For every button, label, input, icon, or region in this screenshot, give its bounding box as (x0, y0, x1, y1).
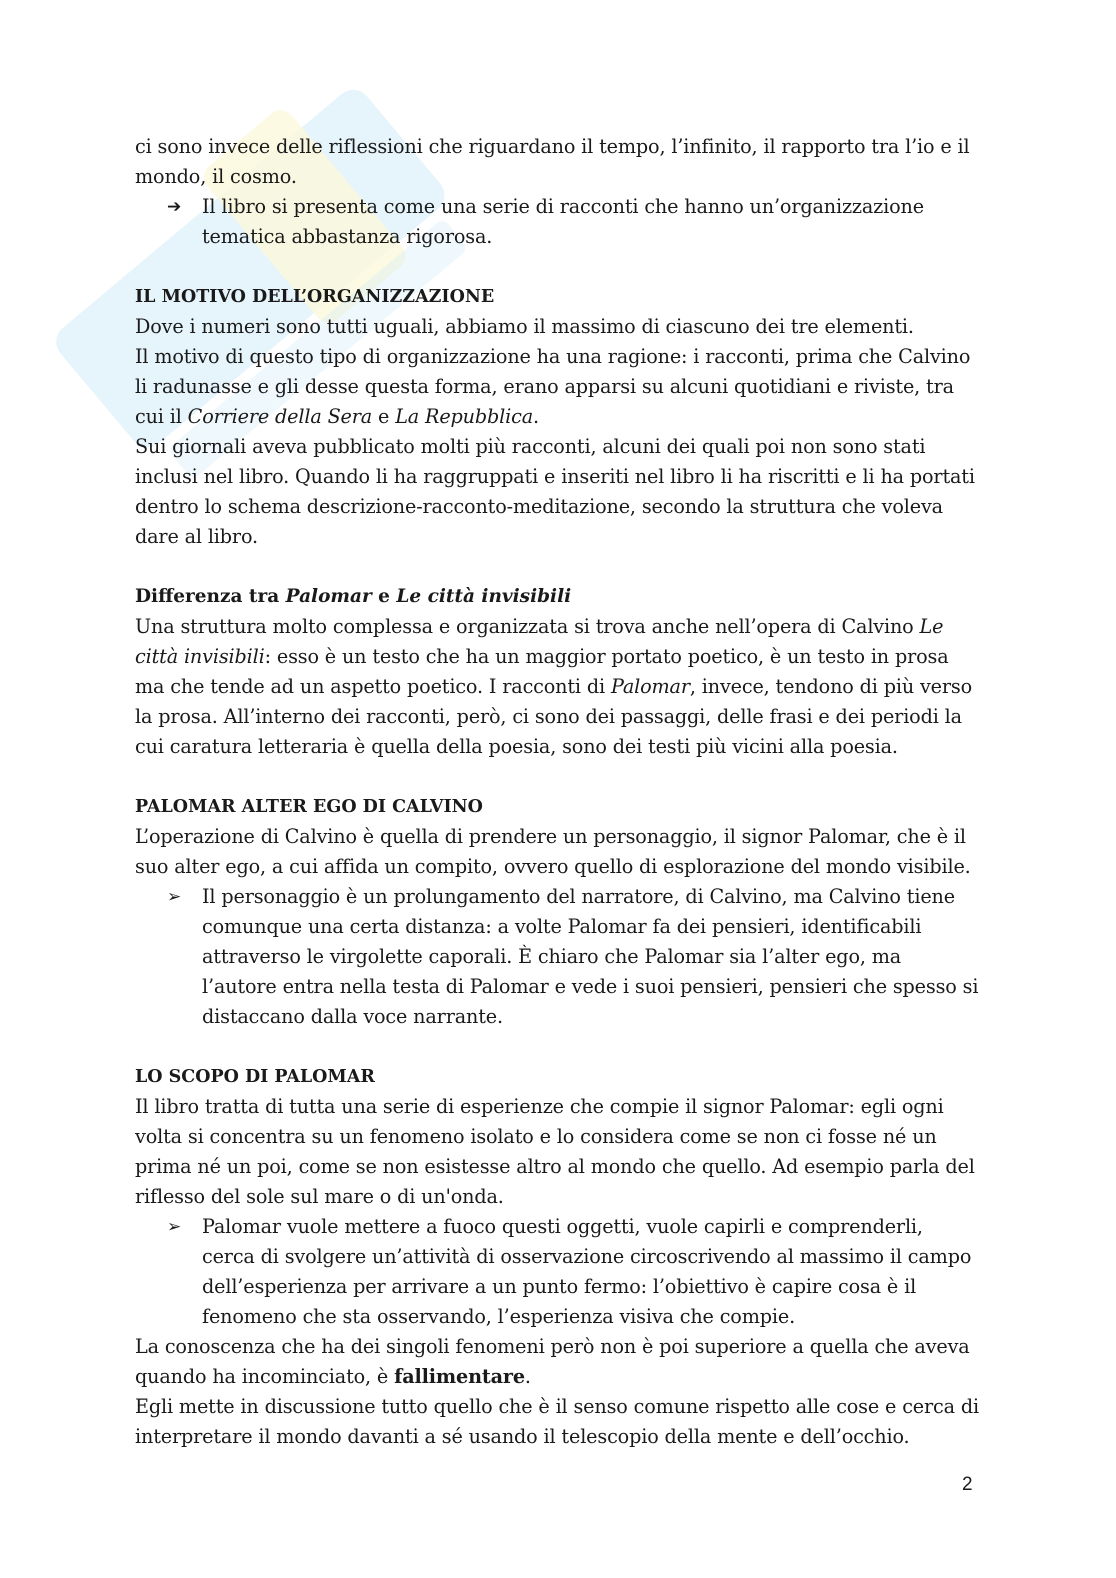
triangle-bullet-icon: ➢ (167, 887, 182, 907)
section-heading-differenza: Differenza tra Palomar e Le città invisibili (135, 586, 572, 607)
bullet-text: Il libro si presenta come una serie di racconti che hanno un’organizzazione tematica abbastanza rigorosa. (202, 195, 924, 248)
italic-title: Palomar (610, 675, 690, 698)
bullet-text: Palomar vuole mettere a fuoco questi oggetti, vuole capirli e comprenderli, cerca di svolgere un’attività di osservazione circoscrivendo al massimo il campo dell’esperienza per arrivare a un punto fermo: l’obiettivo è capire cosa è il fenomeno che sta osservando, l’esperienza visiva che compie. (202, 1215, 972, 1328)
page-number: 2 (962, 1474, 973, 1495)
paragraph-giornali: Sui giornali aveva pubblicato molti più racconti, alcuni dei quali poi non sono stati inclusi nel libro. Quando li ha raggruppati e inseriti nel libro li ha riscritti e li ha portati dentro lo schema descrizione-racconto-meditazione, secondo la struttura che voleva dare al libro. (135, 435, 975, 548)
arrow-bullet-icon: ➔ (167, 197, 182, 217)
bold-word: fallimentare (394, 1365, 525, 1388)
bullet-item-personaggio (135, 882, 980, 1032)
bullet-item-palomar (135, 1212, 980, 1332)
paragraph-numeri: Dove i numeri sono tutti uguali, abbiamo il massimo di ciascuno dei tre elementi. (135, 315, 914, 338)
paragraph-intro: ci sono invece delle riflessioni che riguardano il tempo, l’infinito, il rapporto tra l’io e il mondo, il cosmo. (135, 135, 970, 188)
section-heading-alter-ego: PALOMAR ALTER EGO DI CALVINO (135, 797, 483, 817)
paragraph-struttura: Una struttura molto complessa e organizzata si trova anche nell’opera di Calvino Le città invisibili: esso è un testo che ha un maggior portato poetico, è un testo in prosa ma che tende ad un aspetto poetico. I racconti di Palomar, invece, tendono di più verso la prosa. All’interno dei racconti, però, ci sono dei passaggi, delle frasi e dei periodi la cui caratura letteraria è quella della poesia, sono dei testi più vicini alla poesia. (135, 615, 972, 758)
italic-title: La Repubblica (395, 405, 533, 428)
section-heading-scopo: LO SCOPO DI PALOMAR (135, 1067, 375, 1087)
paragraph-discussione: Egli mette in discussione tutto quello che è il senso comune rispetto alle cose e cerca di interpretare il mondo davanti a sé usando il telescopio della mente e dell’occhio. (135, 1395, 979, 1448)
italic-title: Le città invisibili (135, 615, 944, 668)
bullet-text: Il personaggio è un prolungamento del narratore, di Calvino, ma Calvino tiene comunque una certa distanza: a volte Palomar fa dei pensieri, identificabili attraverso le virgolette caporali. È chiaro che Palomar sia l’alter ego, ma l’autore entra nella testa di Palomar e vede i suoi pensieri, pensieri che spesso si distaccano dalla voce narrante. (202, 885, 979, 1028)
document-body (135, 132, 980, 1452)
paragraph-esperienze: Il libro tratta di tutta una serie di esperienze che compie il signor Palomar: egli ogni volta si concentra su un fenomeno isolato e lo considera come se non ci fosse né un prima né un poi, come se non esistesse altro al mondo che quello. Ad esempio parla del riflesso del sole sul mare o di un'onda. (135, 1095, 975, 1208)
italic-title: Corriere della Sera (187, 405, 373, 428)
triangle-bullet-icon: ➢ (167, 1217, 182, 1237)
section-heading-organizzazione: IL MOTIVO DELL’ORGANIZZAZIONE (135, 287, 495, 307)
paragraph-conoscenza: La conoscenza che ha dei singoli fenomeni però non è poi superiore a quella che aveva quando ha incominciato, è fallimentare. (135, 1335, 970, 1388)
paragraph-motivo: Il motivo di questo tipo di organizzazione ha una ragione: i racconti, prima che Calvino li radunasse e gli desse questa forma, erano apparsi su alcuni quotidiani e riviste, tra cui il Corriere della Sera e La Repubblica. (135, 345, 971, 428)
bullet-item-libro (135, 192, 980, 252)
paragraph-operazione: L’operazione di Calvino è quella di prendere un personaggio, il signor Palomar, che è il suo alter ego, a cui affida un compito, ovvero quello di esplorazione del mondo visibile. (135, 825, 971, 878)
